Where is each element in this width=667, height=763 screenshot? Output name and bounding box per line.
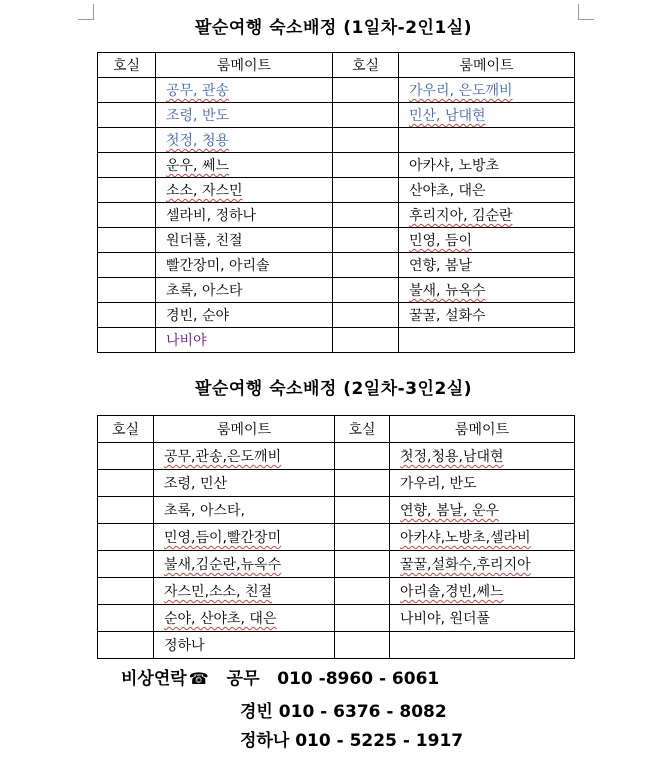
roommates-cell: 연향, 봄날 [399,253,575,278]
room-cell [98,303,156,328]
room-cell [333,253,399,278]
roommates-cell: 첫정, 청용 [156,128,333,153]
roommates-cell: 순야, 산야초, 대은 [154,605,335,632]
contact-name: 공무 [226,669,260,689]
room-cell [335,605,390,632]
room-cell [335,443,390,470]
room-cell [98,203,156,228]
roommates-cell: 아카샤, 노방초 [399,153,575,178]
table-row [98,78,575,103]
room-cell [98,470,154,497]
roommates-cell: 운우, 쎄느 [156,153,333,178]
roommates-cell [399,128,575,153]
room-cell [98,253,156,278]
section1-title: 팔순여행 숙소배정 (1일차-2인1실) [195,18,472,38]
header-room: 호실 [98,416,154,443]
roommates-cell: 경빈, 순야 [156,303,333,328]
room-cell [98,632,154,659]
table-row [98,578,575,605]
room-cell [98,328,156,353]
room-cell [333,78,399,103]
table-row [98,103,575,128]
room-cell [98,524,154,551]
emergency-contact-line [121,664,439,689]
room-table-day2 [97,415,575,659]
roommates-cell: 정하나 [154,632,335,659]
roommates-cell: 초록, 아스타 [156,278,333,303]
roommates-cell: 원더풀, 친절 [156,228,333,253]
roommates-cell: 산야초, 대은 [399,178,575,203]
room-cell [335,551,390,578]
header-roommates: 룸메이트 [390,416,575,443]
roommates-cell: 공무, 관송 [156,78,333,103]
room-cell [98,278,156,303]
room-cell [335,578,390,605]
header-room: 호실 [335,416,390,443]
room-cell [335,524,390,551]
contact-line [240,726,463,751]
room-cell [98,228,156,253]
contact-name: 경빈 [240,702,273,722]
roommates-cell [399,328,575,353]
room-cell [335,470,390,497]
table-header-row [98,53,575,78]
roommates-cell: 공무,관송,은도깨비 [154,443,335,470]
roommates-cell: 불새, 뉴옥수 [399,278,575,303]
table-row [98,551,575,578]
room-cell [98,443,154,470]
table-row [98,470,575,497]
table-row [98,632,575,659]
contact-phone: 010 - 6376 - 8082 [278,702,447,722]
roommates-cell: 꿀꿀,설화수,후리지아 [390,551,575,578]
table-row [98,153,575,178]
table-row [98,203,575,228]
roommates-cell: 첫정,청용,남대현 [390,443,575,470]
room-cell [98,605,154,632]
room-cell [98,153,156,178]
roommates-cell: 꿀꿀, 설화수 [399,303,575,328]
room-cell [335,497,390,524]
contact-name: 정하나 [240,731,290,751]
room-cell [333,178,399,203]
roommates-cell: 민영,듬이,빨간장미 [154,524,335,551]
roommates-cell: 셀라비, 정하나 [156,203,333,228]
contact-line [240,697,447,722]
roommates-cell: 민영, 듬이 [399,228,575,253]
roommates-cell: 아카샤,노방초,셀라비 [390,524,575,551]
table-row [98,303,575,328]
roommates-cell: 소소, 자스민 [156,178,333,203]
roommates-cell: 불새,김순란,뉴옥수 [154,551,335,578]
table-row [98,253,575,278]
room-cell [333,128,399,153]
table-header-row [98,416,575,443]
roommates-cell: 나비야 [156,328,333,353]
table-row [98,128,575,153]
room-cell [333,278,399,303]
room-cell [98,497,154,524]
table-row [98,443,575,470]
room-cell [98,578,154,605]
room-cell [98,78,156,103]
telephone-icon: ☎ [188,669,209,688]
roommates-cell: 자스민,소소, 친절 [154,578,335,605]
room-cell [333,328,399,353]
contact-phone: 010 - 5225 - 1917 [295,731,464,751]
roommates-cell: 나비야, 원더풀 [390,605,575,632]
room-cell [333,228,399,253]
room-cell [98,551,154,578]
roommates-cell: 초록, 아스타, [154,497,335,524]
room-cell [333,103,399,128]
room-cell [98,128,156,153]
table-row [98,278,575,303]
roommates-cell: 민산, 남대현 [399,103,575,128]
roommates-cell: 아리솔,경빈,쎄느 [390,578,575,605]
room-cell [333,153,399,178]
roommates-cell: 연향, 봄날, 운우 [390,497,575,524]
emergency-contact-label: 비상연락 [121,669,187,689]
header-room: 호실 [98,53,156,78]
table-row [98,228,575,253]
table-row [98,178,575,203]
header-roommates: 룸메이트 [156,53,333,78]
roommates-cell: 빨간장미, 아리솔 [156,253,333,278]
section2-title: 팔순여행 숙소배정 (2일차-3인2실) [195,379,472,399]
roommates-cell: 가우리, 반도 [390,470,575,497]
room-cell [98,178,156,203]
room-cell [98,103,156,128]
table-row [98,328,575,353]
header-room: 호실 [333,53,399,78]
table-row [98,605,575,632]
contact-phone: 010 -8960 - 6061 [277,669,440,689]
roommates-cell: 후리지아, 김순란 [399,203,575,228]
table-row [98,524,575,551]
roommates-cell [390,632,575,659]
roommates-cell: 가우리, 은도깨비 [399,78,575,103]
roommates-cell: 조령, 민산 [154,470,335,497]
roommates-cell: 조령, 반도 [156,103,333,128]
table-row [98,497,575,524]
room-cell [335,632,390,659]
header-roommates: 룸메이트 [399,53,575,78]
room-table-day1 [97,52,575,353]
room-cell [333,303,399,328]
room-cell [333,203,399,228]
header-roommates: 룸메이트 [154,416,335,443]
